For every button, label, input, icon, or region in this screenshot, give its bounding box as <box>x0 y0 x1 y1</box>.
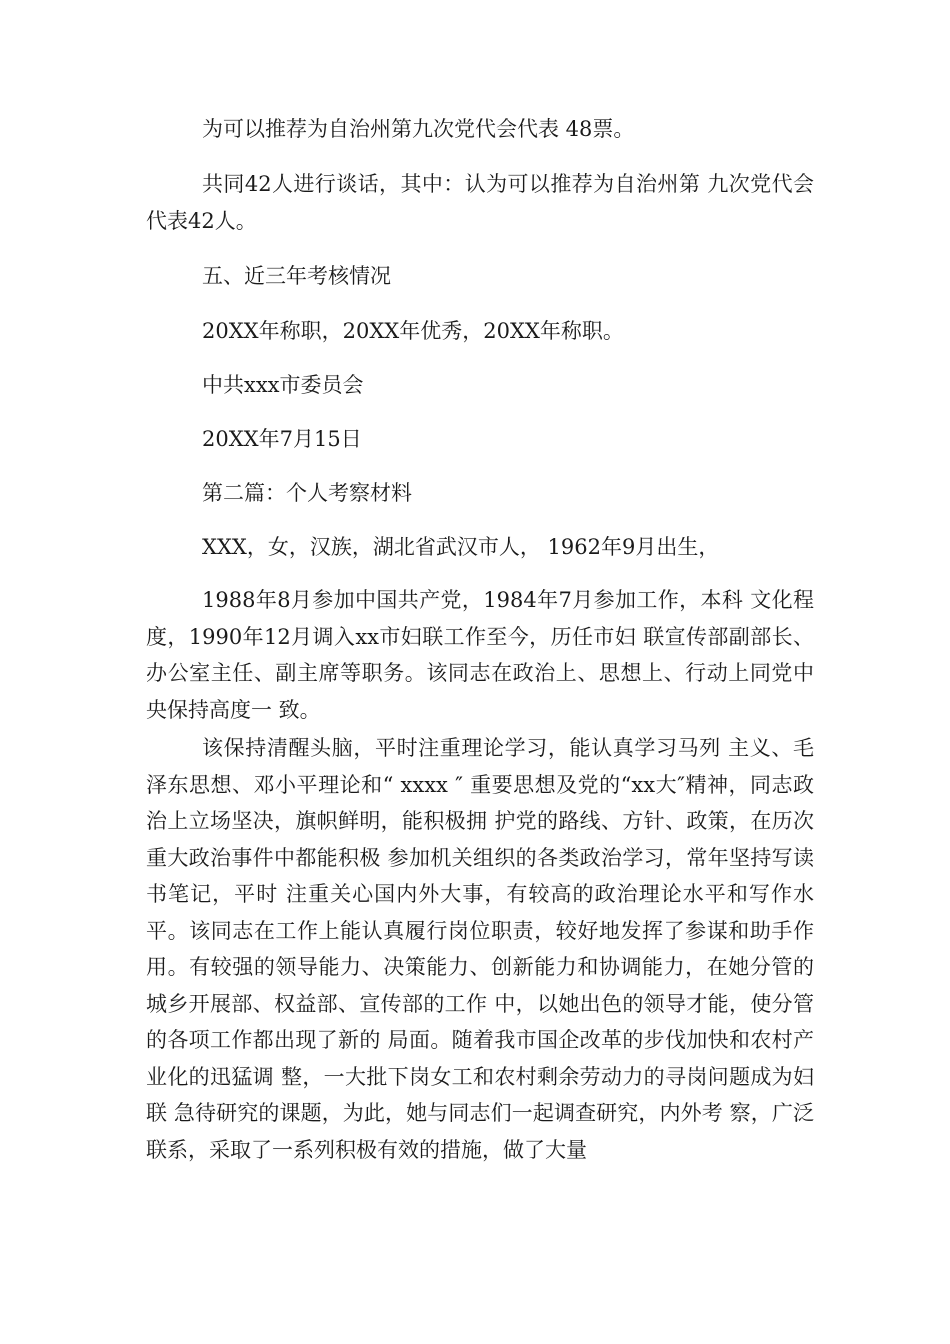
paragraph-career: 1988年8月参加中国共产党，1984年7月参加工作，本科 文化程度，1990年12月调入xx市妇联工作至今，历任市妇 联宣传部副部长、办公室主任、副主席等职务。该同志在政治上、思想上、行动上同党中央保持高度一 致。 <box>146 588 814 722</box>
section-heading: 五、近三年考核情况 <box>202 264 391 288</box>
paragraph-evaluation: 该保持清醒头脑，平时注重理论学习，能认真学习马列 主义、毛泽东思想、邓小平理论和“ xxxx ″ 重要思想及党的“xx大″精神，同志政治上立场坚决，旗帜鲜明，能积极拥 护党的路线、方针、政策，在历次重大政治事件中都能积极 参加机关组织的各类政治学习，常年坚持写读书笔记，平时 注重关心国内外大事，有较高的政治理论水平和写作水平。该同志在工作上能认真履行岗位职责，较好地发挥了参谋和助手作用。有较强的领导能力、决策能力、创新能力和协调能力，在她分管的城乡开展部、权益部、宣传部的工作 中，以她出色的领导才能，使分管的各项工作都出现了新的 局面。随着我市国企改革的步伐加快和农村产业化的迅猛调 整，一大批下岗女工和农村剩余劳动力的寻岗问题成为妇联 急待研究的课题，为此，她与同志们一起调查研究，内外考 察，广泛联系，采取了一系列积极有效的措施，做了大量 <box>146 736 814 1162</box>
issuer-name: 中共xxx市委员会 <box>202 373 364 397</box>
assessment-record: 20XX年称职，20XX年优秀，20XX年称职。 <box>202 319 624 343</box>
person-intro: XXX，女，汉族，湖北省武汉市人， 1962年9月出生， <box>202 535 720 559</box>
chapter-title: 第二篇：个人考察材料 <box>202 481 412 505</box>
paragraph-2: 共同42人进行谈话，其中：认为可以推荐为自治州第 九次党代会代表42人。 <box>146 172 814 233</box>
paragraph-1: 为可以推荐为自治州第九次党代会代表 48票。 <box>202 117 635 141</box>
issue-date: 20XX年7月15日 <box>202 427 362 451</box>
